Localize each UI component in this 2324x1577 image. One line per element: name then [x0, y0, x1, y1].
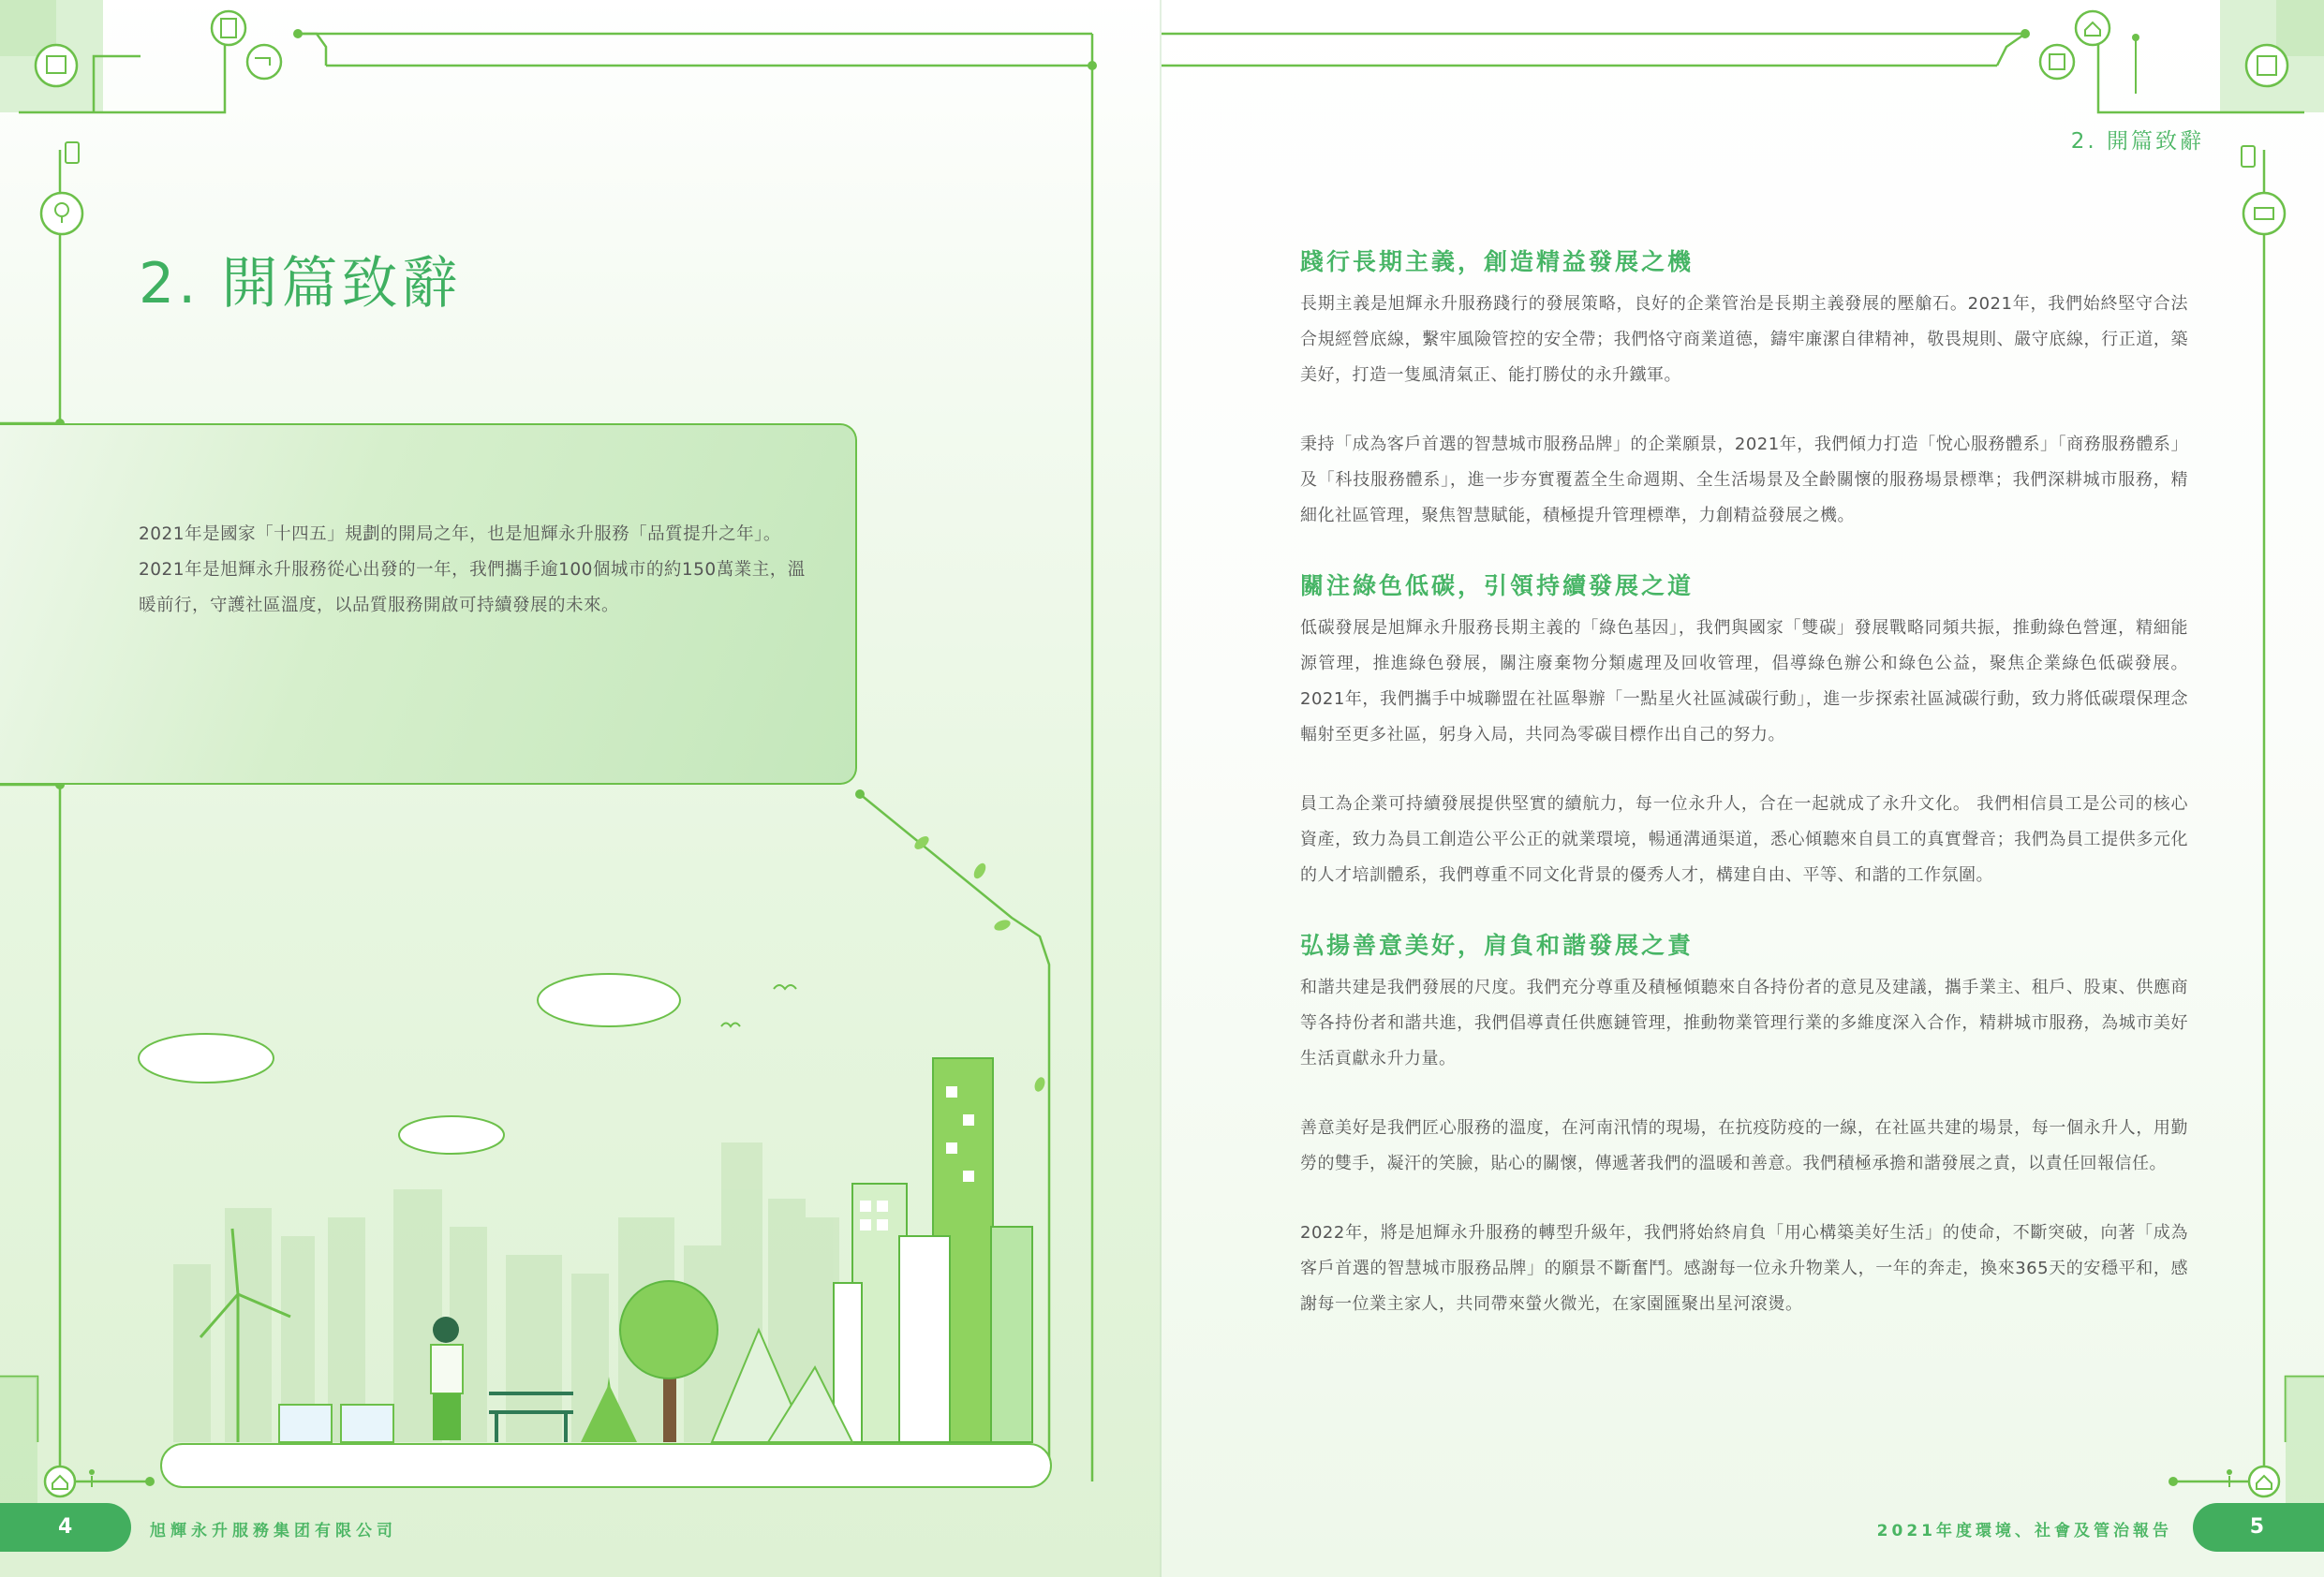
section-paragraph: 長期主義是旭輝永升服務踐行的發展策略，良好的企業管治是長期主義發展的壓艙石。2021年，我們始終堅守合法合規經營底線，繫牢風險管控的安全帶；我們恪守商業道德，鑄牢廉潔自律精神，敬畏規則、嚴守底線，行正道，築美好，打造一隻風清氣正、能打勝仗的永升鐵軍。: [1300, 294, 2188, 385]
section-paragraph: 和諧共建是我們發展的尺度。我們充分尊重及積極傾聽來自各持份者的意見及建議，攜手業主、租戶、股東、供應商等各持份者和諧共進，我們倡導責任供應鏈管理，推動物業管理行業的多維度深入合作，精耕城市服務，為城市美好生活貢獻永升力量。: [1300, 978, 2188, 1069]
report-name: 2021年度環境、社會及管治報告: [1876, 1522, 2172, 1540]
page-title: 2. 開篇致辭: [139, 251, 462, 317]
page-number-left: 4: [0, 1503, 131, 1552]
solar-panel-icon: [36, 45, 77, 86]
company-name: 旭輝永升服務集团有限公司: [150, 1522, 397, 1540]
lamp-icon: [2132, 34, 2139, 94]
building-icon: [2246, 45, 2287, 86]
house-icon: [45, 1466, 75, 1496]
phone-icon: [66, 142, 79, 163]
section-paragraph: 員工為企業可持續發展提供堅實的續航力，每一位永升人，合在一起就成了永升文化。 我們相信員工是公司的核心資產，致力為員工創造公平公正的就業環境，暢通溝通渠道，悉心傾聽來自員工的真實聲音；我們為員工提供多元化的人才培訓體系，我們尊重不同文化背景的優秀人才，構建自由、平等、和諧的工作氛圍。: [1300, 794, 2188, 885]
section-paragraph: 2022年，將是旭輝永升服務的轉型升級年，我們將始終肩負「用心構築美好生活」的使命，不斷突破，向著「成為客戶首選的智慧城市服務品牌」的願景不斷奮鬥。感謝每一位永升物業人，一年的奔走，換來365天的安穩平和，感謝每一位業主家人，共同帶來螢火微光，在家園匯聚出星河滾燙。: [1300, 1223, 2188, 1314]
section-heading-green: 關注綠色低碳，引領持續發展之道: [1300, 572, 1695, 599]
walking-person-icon: [89, 1469, 95, 1487]
phone-icon: [2242, 146, 2255, 167]
page-number-right: 5: [2193, 1503, 2324, 1552]
section-heading-long-term: 踐行長期主義，創造精益發展之機: [1300, 248, 1695, 275]
section-heading-harmony: 弘揚善意美好，肩負和諧發展之責: [1300, 932, 1695, 959]
house-icon: [2076, 11, 2109, 45]
main-content: [1300, 243, 2188, 1322]
solar-panel-icon: [2243, 193, 2285, 234]
building-icon: [212, 11, 245, 45]
lightbulb-icon: [41, 193, 82, 234]
city-illustration: [139, 833, 1051, 1487]
house-icon: [2249, 1466, 2279, 1496]
header-section-label: 2. 開篇致辭: [2070, 129, 2204, 154]
building-icon: [2040, 45, 2074, 79]
intro-paragraph: 2021年是國家「十四五」規劃的開局之年，也是旭輝永升服務「品質提升之年」。2021年是旭輝永升服務從心出發的一年，我們攜手逾100個城市的約150萬業主，溫暖前行，守護社區溫度，以品質服務開啟可持續發展的未來。: [139, 524, 806, 615]
faucet-icon: [247, 45, 281, 79]
walking-person-icon: [2227, 1469, 2232, 1487]
section-paragraph: 低碳發展是旭輝永升服務長期主義的「綠色基因」，我們與國家「雙碳」發展戰略同頻共振，推動綠色營運，精細能源管理，推進綠色發展，關注廢棄物分類處理及回收管理，倡導綠色辦公和綠色公益，聚焦企業綠色低碳發展。2021年，我們攜手中城聯盟在社區舉辦「一點星火社區減碳行動」，進一步探索社區減碳行動，致力將低碳環保理念輻射至更多社區，躬身入局，共同為零碳目標作出自己的努力。: [1300, 618, 2188, 744]
section-paragraph: 秉持「成為客戶首選的智慧城市服務品牌」的企業願景，2021年，我們傾力打造「悅心服務體系」「商務服務體系」及「科技服務體系」，進一步夯實覆蓋全生命週期、全生活場景及全齡關懷的服務場景標準；我們深耕城市服務，精細化社區管理，聚焦智慧賦能，積極提升管理標準，力創精益發展之機。: [1300, 435, 2188, 525]
section-paragraph: 善意美好是我們匠心服務的溫度，在河南汛情的現場，在抗疫防疫的一線，在社區共建的場景，每一個永升人，用勤勞的雙手，凝汗的笑臉，貼心的關懷，傳遞著我們的溫暖和善意。我們積極承擔和諧發展之責，以責任回報信任。: [1300, 1118, 2188, 1173]
right-page: [1162, 0, 2324, 1577]
